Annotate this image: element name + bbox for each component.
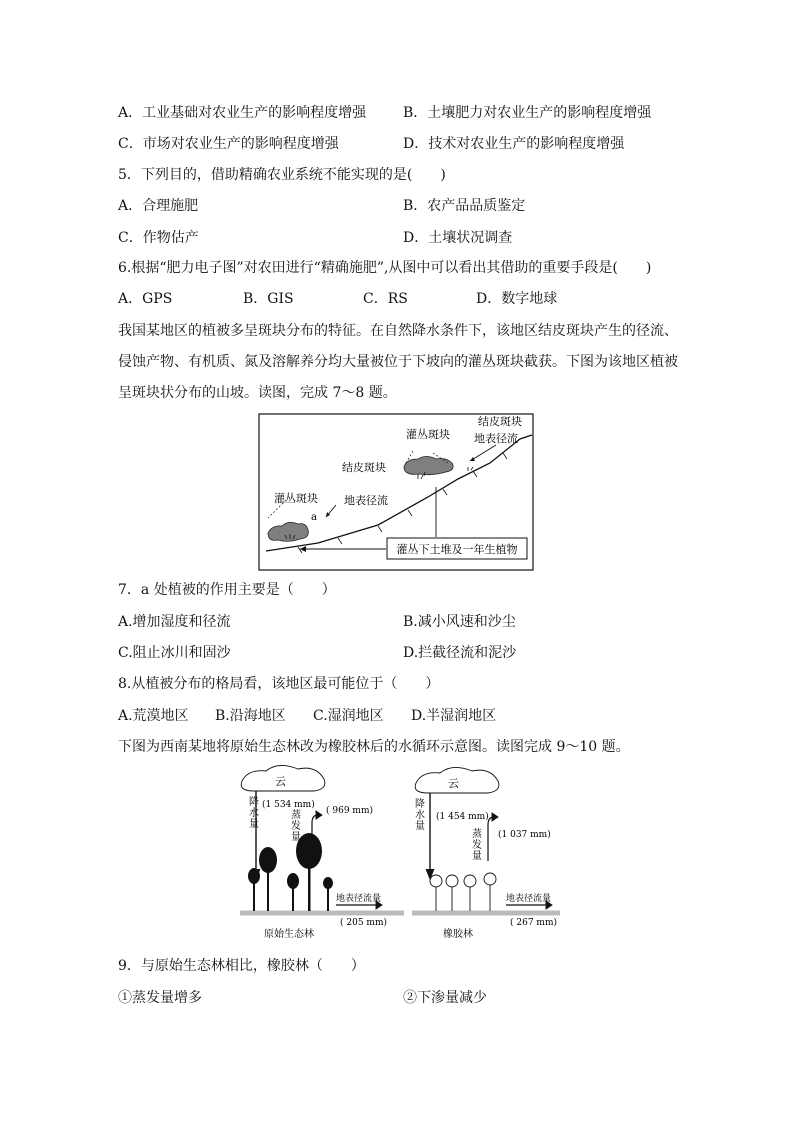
right-trees bbox=[430, 873, 496, 911]
left-precip-char-2: 水 bbox=[249, 808, 259, 819]
q8-option-a: A.荒漠地区 bbox=[118, 708, 189, 724]
left-runoff-label: 地表径流量 bbox=[336, 894, 382, 904]
left-precip-value: (1 534 mm) bbox=[262, 800, 315, 810]
right-precip-char-3: 量 bbox=[415, 821, 425, 832]
left-runoff-value: ( 205 mm) bbox=[340, 918, 387, 928]
slope-vegetation-figure bbox=[258, 413, 534, 571]
q9-stem: 9．与原始生态林相比，橡胶林（ ） bbox=[118, 958, 365, 974]
q5-option-b: B．农产品品质鉴定 bbox=[403, 198, 526, 214]
left-caption: 原始生态林 bbox=[264, 929, 314, 940]
passage2: 下图为西南某地将原始生态林改为橡胶林后的水循环示意图。读图完成 9～10 题。 bbox=[118, 739, 630, 755]
label-crust-upper: 结皮斑块 bbox=[478, 415, 522, 428]
right-runoff-label: 地表径流量 bbox=[506, 894, 552, 904]
label-box-text: 灌丛下土堆及一年生植物 bbox=[396, 543, 518, 556]
passage1-line-1: 我国某地区的植被多呈斑块分布的特征。在自然降水条件下，该地区结皮斑块产生的径流、 bbox=[118, 323, 678, 339]
q8-option-b: B.沿海地区 bbox=[215, 708, 286, 724]
q7-option-c: C.阻止冰川和固沙 bbox=[118, 645, 231, 661]
right-evap-char-1: 蒸 bbox=[472, 829, 482, 840]
label-runoff-upper: 地表径流 bbox=[474, 432, 518, 445]
q9-option-2: ②下渗量减少 bbox=[403, 990, 487, 1006]
q5-stem: 5．下列目的，借助精确农业系统不能实现的是( ) bbox=[118, 167, 446, 183]
q8-stem: 8.从植被分布的格局看，该地区最可能位于（ ） bbox=[118, 676, 440, 692]
left-evap-char-1: 蒸 bbox=[291, 810, 301, 821]
q4-option-a: A．工业基础对农业生产的影响程度增强 bbox=[118, 105, 367, 121]
left-evap-value: ( 969 mm) bbox=[326, 806, 373, 816]
left-evap-char-3: 量 bbox=[291, 832, 301, 843]
q5-option-c: C．作物估产 bbox=[118, 230, 199, 246]
q7-option-a: A.增加湿度和径流 bbox=[118, 614, 231, 630]
q8-option-c: C.湿润地区 bbox=[313, 708, 384, 724]
q6-option-d: D．数字地球 bbox=[476, 291, 558, 307]
left-evap-char-2: 发 bbox=[291, 821, 301, 832]
right-evap-arrow bbox=[488, 817, 494, 861]
q4-option-d: D．技术对农业生产的影响程度增强 bbox=[403, 136, 625, 152]
passage1-line-2: 侵蚀产物、有机质、氮及溶解养分均大量被位于下坡向的灌丛斑块截获。下图为该地区植被 bbox=[118, 354, 678, 370]
q7-stem: 7．a 处植被的作用主要是（ ） bbox=[118, 582, 336, 598]
passage1-line-3: 呈斑块状分布的山坡。读图，完成 7～8 题。 bbox=[118, 385, 397, 401]
label-shrub-lower: 灌丛斑块 bbox=[274, 492, 318, 505]
label-a: a bbox=[311, 512, 317, 523]
right-precip-char-1: 降 bbox=[415, 799, 425, 810]
right-evap-char-3: 量 bbox=[472, 851, 482, 862]
q6-option-b: B．GIS bbox=[243, 291, 294, 307]
left-cloud-label: 云 bbox=[275, 775, 286, 788]
q9-option-1: ①蒸发量增多 bbox=[118, 990, 202, 1006]
label-shrub-upper: 灌丛斑块 bbox=[406, 428, 450, 441]
right-precip-value: (1 454 mm) bbox=[436, 812, 489, 822]
q6-option-c: C．RS bbox=[363, 291, 408, 307]
q4-option-c: C．市场对农业生产的影响程度增强 bbox=[118, 136, 339, 152]
left-precip-char-1: 降 bbox=[249, 797, 259, 808]
q6-option-a: A．GPS bbox=[118, 291, 173, 307]
right-cloud-label: 云 bbox=[448, 777, 459, 790]
label-runoff-lower: 地表径流 bbox=[344, 494, 388, 507]
left-trees bbox=[248, 833, 333, 911]
right-evap-char-2: 发 bbox=[472, 840, 482, 851]
q8-option-d: D.半湿润地区 bbox=[411, 708, 497, 724]
q5-option-a: A．合理施肥 bbox=[118, 198, 199, 214]
q4-option-b: B．土壤肥力对农业生产的影响程度增强 bbox=[403, 105, 652, 121]
left-precip-char-3: 量 bbox=[249, 819, 259, 830]
right-precip-char-2: 水 bbox=[415, 810, 425, 821]
q5-option-d: D．土壤状况调查 bbox=[403, 230, 513, 246]
right-evap-value: (1 037 mm) bbox=[498, 830, 551, 840]
label-crust-mid: 结皮斑块 bbox=[342, 461, 386, 474]
right-runoff-value: ( 267 mm) bbox=[510, 918, 557, 928]
q7-option-b: B.减小风速和沙尘 bbox=[403, 614, 516, 630]
q7-option-d: D.拦截径流和泥沙 bbox=[403, 645, 517, 661]
water-cycle-figure bbox=[236, 765, 570, 945]
right-caption: 橡胶林 bbox=[443, 929, 473, 940]
q6-stem: 6.根据“肥力电子图”对农田进行“精确施肥”,从图中可以看出其借助的重要手段是( ) bbox=[118, 260, 652, 276]
